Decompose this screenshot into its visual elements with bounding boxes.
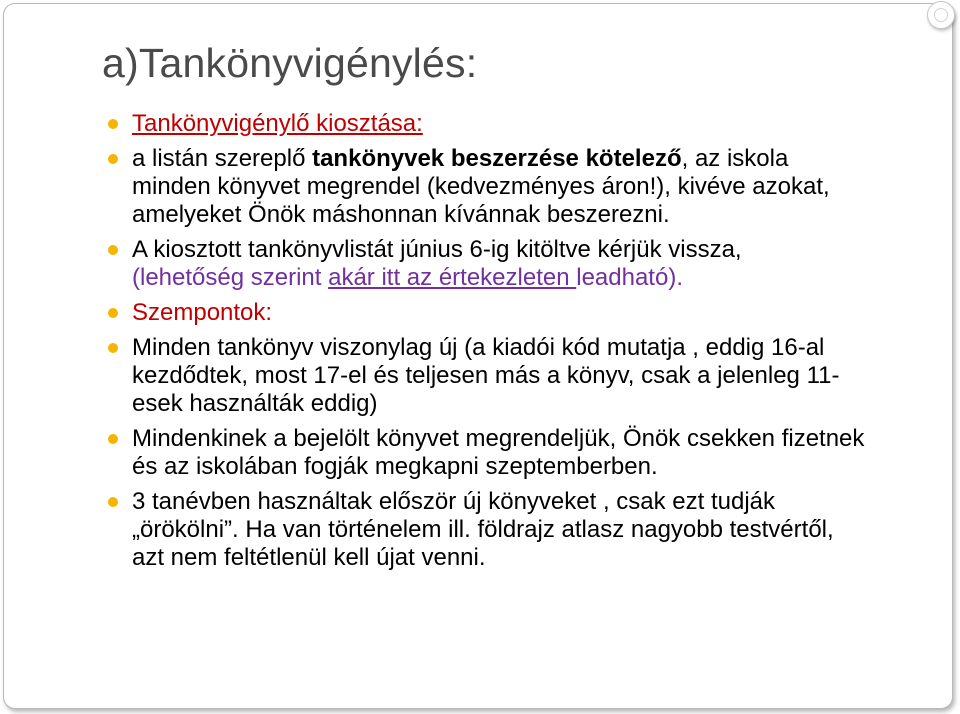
bullet-item-4: [108, 299, 868, 327]
bullet-text-purple-post: leadható).: [576, 264, 683, 291]
slide-title: a)Tankönyvigénylés:: [102, 40, 478, 86]
bullet-text: Minden tankönyv viszonylag új (a kiadói kód mutatja , eddig 16-al kezdődtek, most 17-el és teljesen más a könyv, csak a jelenleg 11-esek használták eddig): [132, 334, 840, 417]
bullet-item-1: [108, 110, 868, 138]
bullet-text-bold: tankönyvek beszerzése kötelező: [312, 145, 682, 172]
bullet-text-purple-pre: (lehetőség szerint: [132, 264, 329, 291]
bullet-text: Mindenkinek a bejelölt könyvet megrendeljük, Önök csekken fizetnek és az iskolában fogják megkapni szeptemberben.: [132, 425, 865, 480]
bullet-item-6: [108, 425, 868, 481]
bullet-dot-icon: [108, 343, 118, 353]
bullet-text-post: , az iskola minden könyvet megrendel (kedvezményes áron!), kivéve azokat, amelyeket Önök máshonnan kívánnak beszerezni.: [132, 145, 830, 228]
bullet-item-3: [108, 236, 868, 292]
bullet-item-5: [108, 334, 868, 418]
bullet-text-line1: A kiosztott tankönyvlistát június 6-ig kitöltve kérjük vissza,: [132, 236, 742, 263]
bullet-heading-criteria: Szempontok:: [132, 299, 273, 326]
bullet-dot-icon: [108, 308, 118, 318]
bullet-dot-icon: [108, 154, 118, 164]
bullet-text-pre: a listán szereplő: [132, 145, 313, 172]
bullet-dot-icon: [108, 497, 118, 507]
bullet-item-2: [108, 145, 868, 229]
corner-ring-decoration: [927, 1, 955, 29]
bullet-text-purple-underlined: akár itt az értekezleten: [328, 264, 577, 291]
bullet-list: [108, 110, 868, 579]
bullet-dot-icon: [108, 434, 118, 444]
bullet-dot-icon: [108, 119, 118, 129]
bullet-heading-distribution: Tankönyvigénylő kiosztása:: [132, 110, 423, 137]
bullet-text: 3 tanévben használtak először új könyveket , csak ezt tudják „örökölni”. Ha van történelem ill. földrajz atlasz nagyobb testvértől, azt nem feltétlenül kell újat venni.: [132, 488, 834, 571]
bullet-dot-icon: [108, 245, 118, 255]
bullet-item-7: [108, 488, 868, 572]
